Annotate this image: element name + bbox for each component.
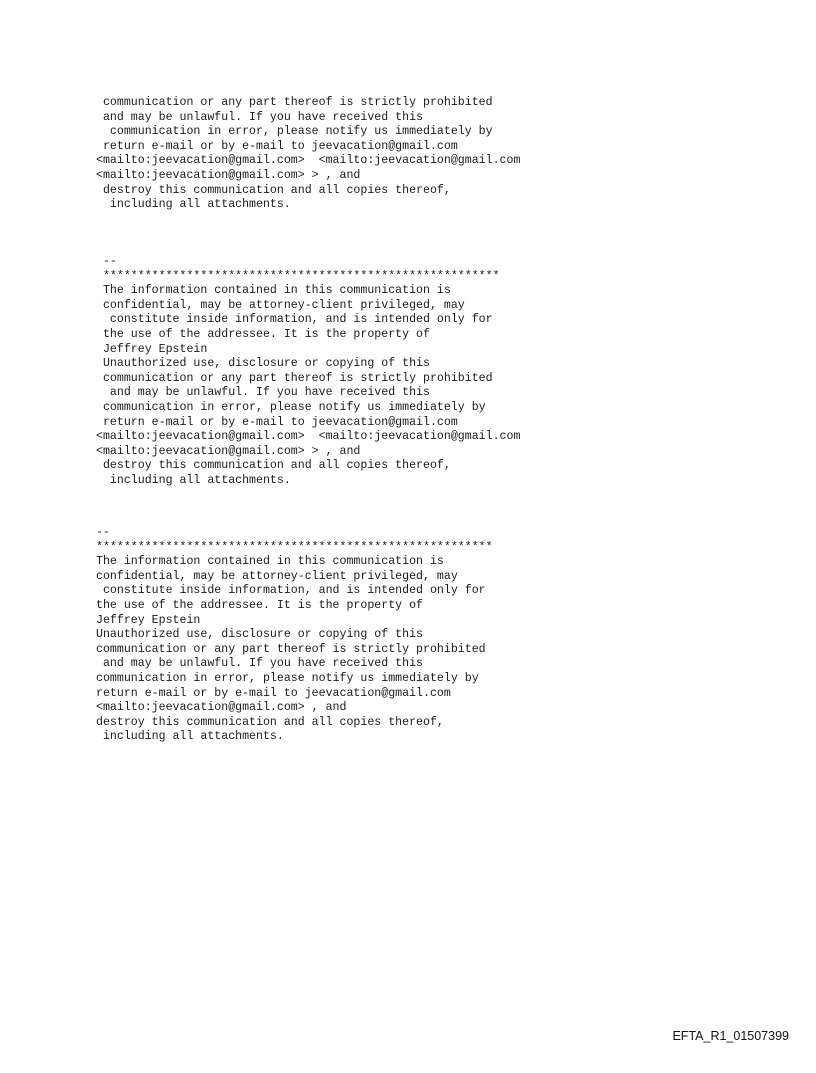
document-id-footer: EFTA_R1_01507399 <box>672 1029 789 1043</box>
disclaimer-text-block-2: -- ********************************************************* The information contained in this communication is confidential, may be attorney-client privileged, may constitute inside information, and is intended only for the use of the addressee. It is the property of Jeffrey Epstein Unauthorized use, disclosure or copying of this communication or any part thereof is strictly prohibited and may be unlawful. If you have received this communication in error, please notify us immediately by return e-mail or by e-mail to jeevacation@gmail.com <mailto:jeevacation@gmail.com> <mailto:jeevacation@gmail.com <mailto:jeevacation@gmail.com> > , and destroy this communication and all copies thereof, including all attachments. <box>96 255 521 487</box>
disclaimer-text-block-3: -- ********************************************************* The information contained in this communication is confidential, may be attorney-client privileged, may constitute inside information, and is intended only for the use of the addressee. It is the property of Jeffrey Epstein Unauthorized use, disclosure or copying of this communication or any part thereof is strictly prohibited and may be unlawful. If you have received this communication in error, please notify us immediately by return e-mail or by e-mail to jeevacation@gmail.com <mailto:jeevacation@gmail.com> , and destroy this communication and all copies thereof, including all attachments. <box>96 526 493 744</box>
disclaimer-text-block-1: communication or any part thereof is strictly prohibited and may be unlawful. If you have received this communication in error, please notify us immediately by return e-mail or by e-mail to jeevacation@gmail.com <mailto:jeevacation@gmail.com> <mailto:jeevacation@gmail.com <mailto:jeevacation@gmail.com> > , and destroy this communication and all copies thereof, including all attachments. <box>96 96 521 212</box>
